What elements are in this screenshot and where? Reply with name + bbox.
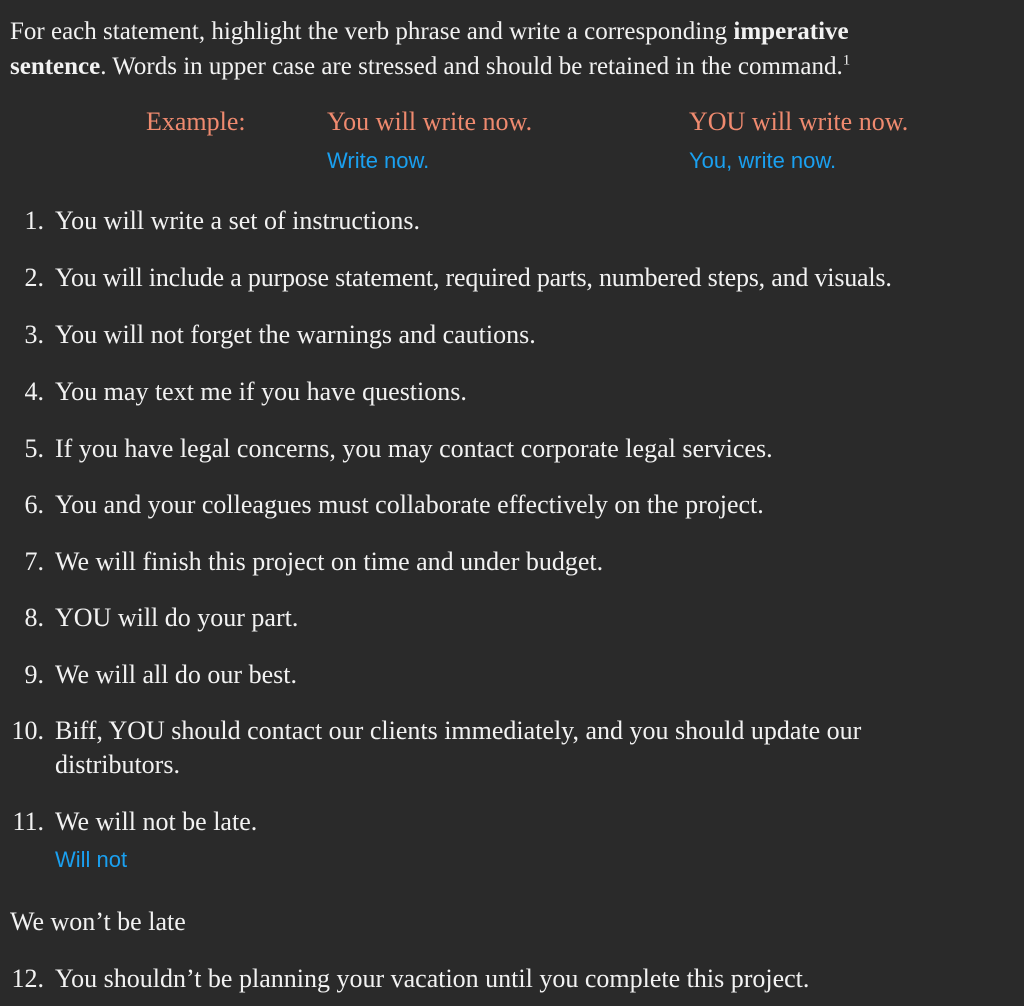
instructions-bold-imperative: imperative [733,18,849,45]
item-statement: If you have legal concerns, you may contact corporate legal services. [55,434,773,463]
example-answer-a: Write now. [327,148,430,173]
example-statement-a: You will write now. [327,107,533,136]
item-statement: YOU will do your part. [55,603,299,632]
item-statement: You will write a set of instructions. [55,206,420,235]
item-number: 10. [11,716,44,745]
item-statement: We will all do our best. [55,660,297,689]
instructions-lead: For each statement, highlight the verb phrase and write a corresponding [10,18,734,45]
item-statement: We will finish this project on time and under budget. [55,547,604,576]
item-number: 11. [12,807,44,836]
instructions-rest: . Words in upper case are stressed and should be retained in the command. [100,53,843,80]
item-number: 8. [24,603,44,632]
item-statement: You will not forget the warnings and cautions. [55,320,536,349]
example-answer-b: You, write now. [689,148,837,173]
item-statement: You shouldn’t be planning your vacation until you complete this project. [55,964,810,993]
item-number: 5. [24,434,44,463]
item-number: 9. [24,660,44,689]
example-label: Example: [146,107,246,136]
item-statement: We will not be late. [55,807,258,836]
item-statement: You will include a purpose statement, required parts, numbered steps, and visuals. [55,263,892,292]
instructions-bold-sentence: sentence [10,53,101,80]
item-number: 12. [11,964,44,993]
item-11-note: Will not [55,847,128,872]
item-statement: You may text me if you have questions. [55,377,467,406]
item-11-written-answer: We won’t be late [10,907,186,936]
instructions-paragraph [10,14,1014,84]
item-number: 1. [24,206,44,235]
item-statement: You and your colleagues must collaborate effectively on the project. [55,490,764,519]
footnote-marker: 1 [842,52,851,69]
item-number: 3. [24,320,44,349]
item-number: 7. [24,547,44,576]
example-statement-b: YOU will write now. [689,107,909,136]
item-number: 2. [24,263,44,292]
item-statement: Biff, YOU should contact our clients immediately, and you should update our distributors. [55,716,862,779]
item-number: 6. [24,490,44,519]
item-number: 4. [24,377,44,406]
